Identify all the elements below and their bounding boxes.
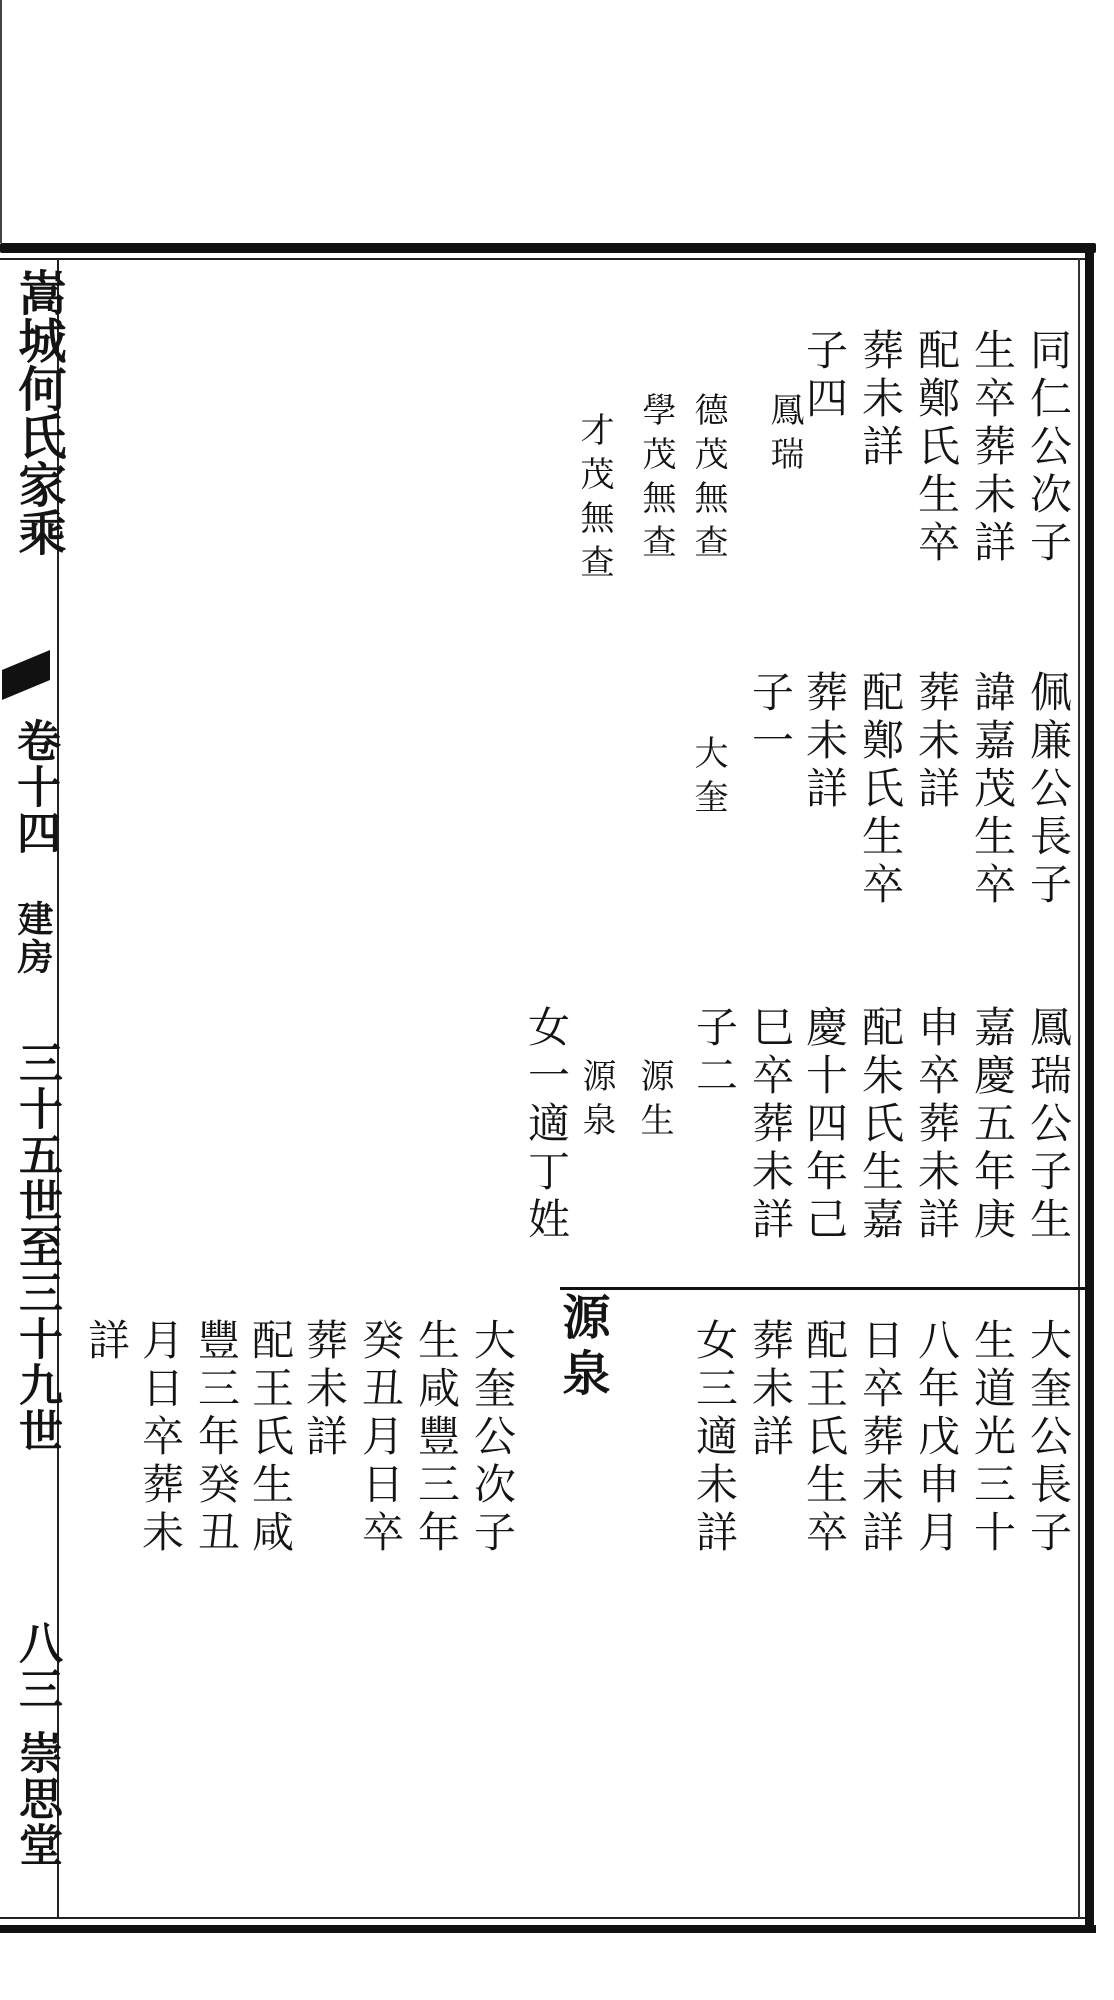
spine-branch: 建房 bbox=[12, 900, 54, 976]
entry-line: 日卒葬未詳 bbox=[856, 1318, 905, 1558]
page-left-edge bbox=[0, 0, 2, 243]
frame-right-border bbox=[1085, 243, 1094, 1933]
entry-line: 女三適未詳 bbox=[690, 1318, 739, 1558]
frame-right-inner-line bbox=[1078, 258, 1080, 1918]
entry-line: 子二 bbox=[690, 1005, 739, 1101]
entry-line: 豐三年癸丑 bbox=[192, 1318, 241, 1558]
entry-line: 大奎公長子 bbox=[1024, 1318, 1073, 1558]
child-name: 德茂無查 bbox=[688, 392, 728, 568]
entry-line: 葬未詳 bbox=[856, 328, 905, 472]
child-name: 學茂無查 bbox=[636, 392, 676, 568]
entry-line: 葬未詳 bbox=[800, 670, 849, 814]
entry-line: 配鄭氏生卒 bbox=[856, 670, 905, 910]
entry-line: 女一適丁姓 bbox=[522, 1005, 571, 1245]
entry-line: 同仁公次子 bbox=[1024, 328, 1073, 568]
entry-line: 癸丑月日卒 bbox=[356, 1318, 405, 1558]
entry-line: 子一 bbox=[746, 670, 795, 766]
section-divider-line bbox=[560, 1287, 1088, 1290]
child-name: 大奎 bbox=[688, 735, 728, 823]
entry-line: 生道光三十 bbox=[968, 1318, 1017, 1558]
spine-book-title: 嵩城何氏家乘 bbox=[10, 268, 66, 556]
spine-generations: 三十五世至三十九世 bbox=[11, 1040, 62, 1454]
entry-line: 月日卒葬未 bbox=[136, 1318, 185, 1558]
entry-line: 諱嘉茂生卒 bbox=[968, 670, 1017, 910]
entry-line: 巳卒葬未詳 bbox=[746, 1005, 795, 1245]
spine-volume: 卷十四 bbox=[9, 718, 60, 856]
child-name: 源生 bbox=[634, 1058, 674, 1146]
child-name: 鳳瑞 bbox=[764, 392, 804, 480]
fishtail-mark bbox=[2, 650, 50, 700]
frame-top-border bbox=[0, 243, 1096, 253]
entry-line: 嘉慶五年庚 bbox=[968, 1005, 1017, 1245]
frame-bottom-inner-line bbox=[0, 1917, 1090, 1919]
entry-line: 葬未詳 bbox=[300, 1318, 349, 1462]
child-name: 才茂無查 bbox=[574, 412, 614, 588]
entry-line: 詳 bbox=[82, 1318, 131, 1366]
entry-line: 子四 bbox=[800, 328, 849, 424]
entry-line: 配王氏生咸 bbox=[246, 1318, 295, 1558]
frame-top-inner-line bbox=[0, 258, 1090, 260]
entry-line: 生咸豐三年 bbox=[412, 1318, 461, 1558]
entry-line: 大奎公次子 bbox=[468, 1318, 517, 1558]
spine-hall-name: 崇思堂 bbox=[11, 1730, 62, 1868]
entry-line: 葬未詳 bbox=[912, 670, 961, 814]
entry-line: 佩廉公長子 bbox=[1024, 670, 1073, 910]
entry-line: 生卒葬未詳 bbox=[968, 328, 1017, 568]
entry-line: 鳳瑞公子生 bbox=[1024, 1005, 1073, 1245]
entry-line: 葬未詳 bbox=[746, 1318, 795, 1462]
entry-line: 慶十四年己 bbox=[800, 1005, 849, 1245]
entry-line: 配王氏生卒 bbox=[800, 1318, 849, 1558]
child-name: 源泉 bbox=[576, 1058, 616, 1146]
entry-line: 八年戊申月 bbox=[912, 1318, 961, 1558]
entry-line: 配鄭氏生卒 bbox=[912, 328, 961, 568]
entry-line: 配朱氏生嘉 bbox=[856, 1005, 905, 1245]
spine-page-number: 八三 bbox=[11, 1620, 62, 1712]
entry-line: 申卒葬未詳 bbox=[912, 1005, 961, 1245]
frame-bottom-border bbox=[0, 1925, 1096, 1933]
person-name-heading: 源泉 bbox=[554, 1292, 610, 1404]
